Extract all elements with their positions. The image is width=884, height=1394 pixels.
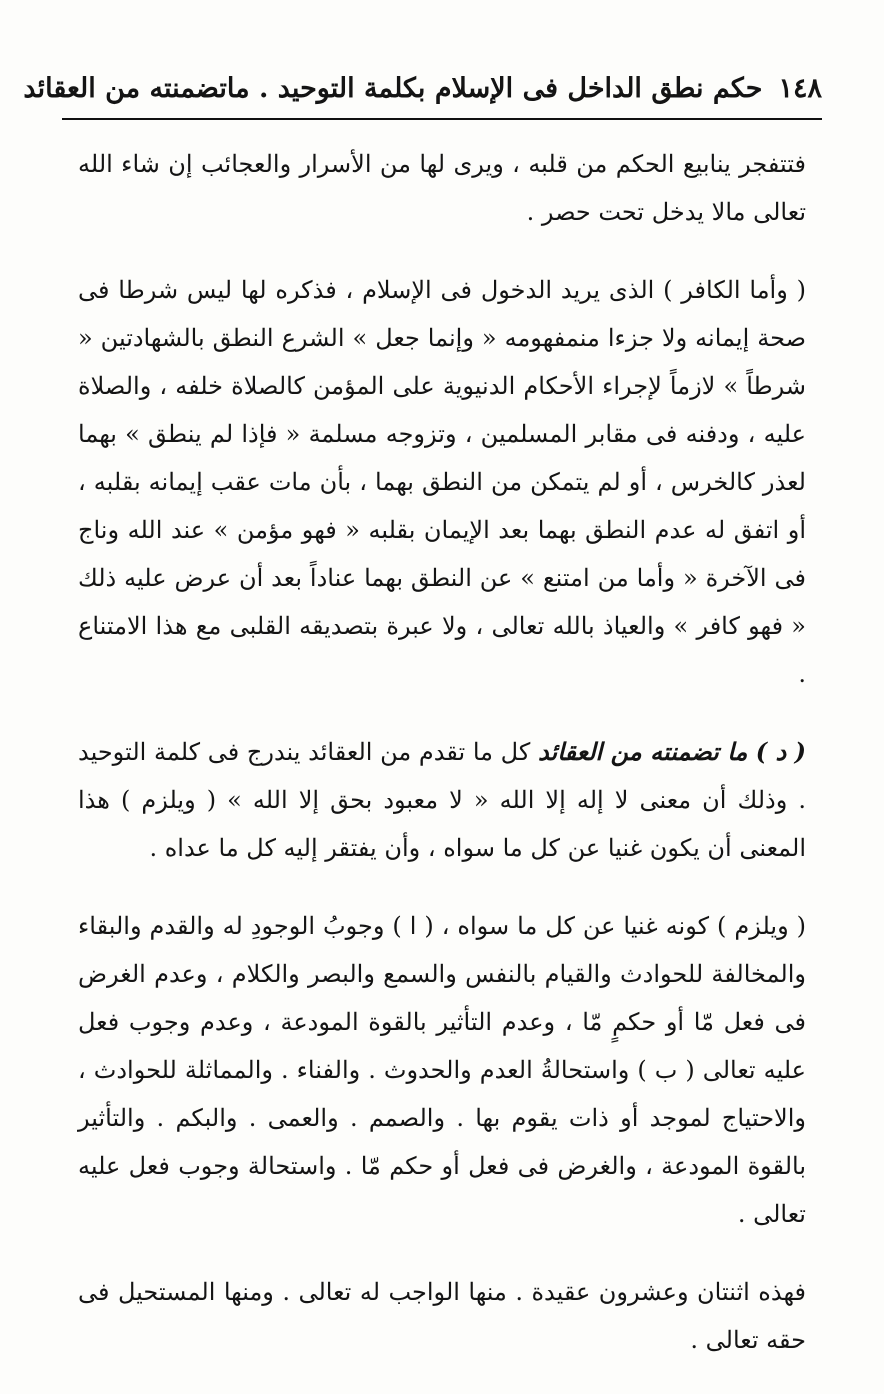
paragraph-text: ( وأما الكافر ) الذى يريد الدخول فى الإسلام ، فذكره لها ليس شرطا فى صحة إيمانه ولا جزءا منمفهومه « وإنما جعل » الشرع النطق بالشهادتين « شرطاً » لازماً لإجراء الأحكام الدنيوية على المؤمن كالصلاة خلفه ، والصلاة عليه ، ودفنه فى مقابر المسلمين ، وتزوجه مسلمة « فإذا لم ينطق » بهما لعذر كالخرس ، أو لم يتمكن من النطق بهما ، بأن مات عقب إيمانه بقلبه ، أو اتفق له عدم النطق بهما بعد الإيمان بقلبه « فهو مؤمن » عند الله وناج فى الآخرة « وأما من امتنع » عن النطق بهما عناداً بعد أن عرض عليه ذلك « فهو كافر » والعياذ بالله تعالى ، ولا عبرة بتصديقه القلبى مع هذا الامتناع .	[78, 276, 806, 688]
paragraph-1	[78, 140, 806, 236]
paragraph-text: كل ما تقدم من العقائد يندرج فى كلمة التوحيد . وذلك أن معنى لا إله إلا الله « لا معبود بحق إلا الله » ( ويلزم ) هذا المعنى أن يكون غنيا عن كل ما سواه ، وأن يفتقر إليه كل ما عداه .	[78, 738, 806, 862]
page-body	[78, 140, 806, 1394]
page-header	[23, 66, 822, 110]
paragraph-text: فتتفجر ينابيع الحكم من قلبه ، ويرى لها من الأسرار والعجائب إن شاء الله تعالى مالا يدخل تحت حصر .	[78, 150, 806, 226]
page-number: ١٤٨	[778, 72, 822, 104]
running-title: حكم نطق الداخل فى الإسلام بكلمة التوحيد . ماتضمنته من العقائد	[23, 72, 763, 104]
paragraph-2	[78, 266, 806, 698]
paragraph-3	[78, 728, 806, 872]
paragraph-text: ( ويلزم ) كونه غنيا عن كل ما سواه ، ( ا ) وجوبُ الوجودِ له والقدم والبقاء والمخالفة للحوادث والقيام بالنفس والسمع والبصر والكلام ، وعدم الغرض فى فعل مّا أو حكمٍ مّا ، وعدم التأثير بالقوة المودعة ، وعدم وجوب فعل عليه تعالى ( ب ) واستحالةُ العدم والحدوث . والفناء . والمماثلة للحوادث ، والاحتياج لموجد أو ذات يقوم بها . والصمم . والعمى . والبكم . والتأثير بالقوة المودعة ، والغرض فى فعل أو حكم مّا . واستحالة وجوب فعل عليه تعالى .	[78, 912, 806, 1228]
paragraph-5	[78, 1268, 806, 1364]
paragraph-4	[78, 902, 806, 1238]
section-heading: ( د ) ما تضمنته من العقائد	[537, 737, 806, 766]
paragraph-text: فهذه اثنتان وعشرون عقيدة . منها الواجب له تعالى . ومنها المستحيل فى حقه تعالى .	[78, 1278, 806, 1354]
header-rule	[62, 118, 822, 120]
